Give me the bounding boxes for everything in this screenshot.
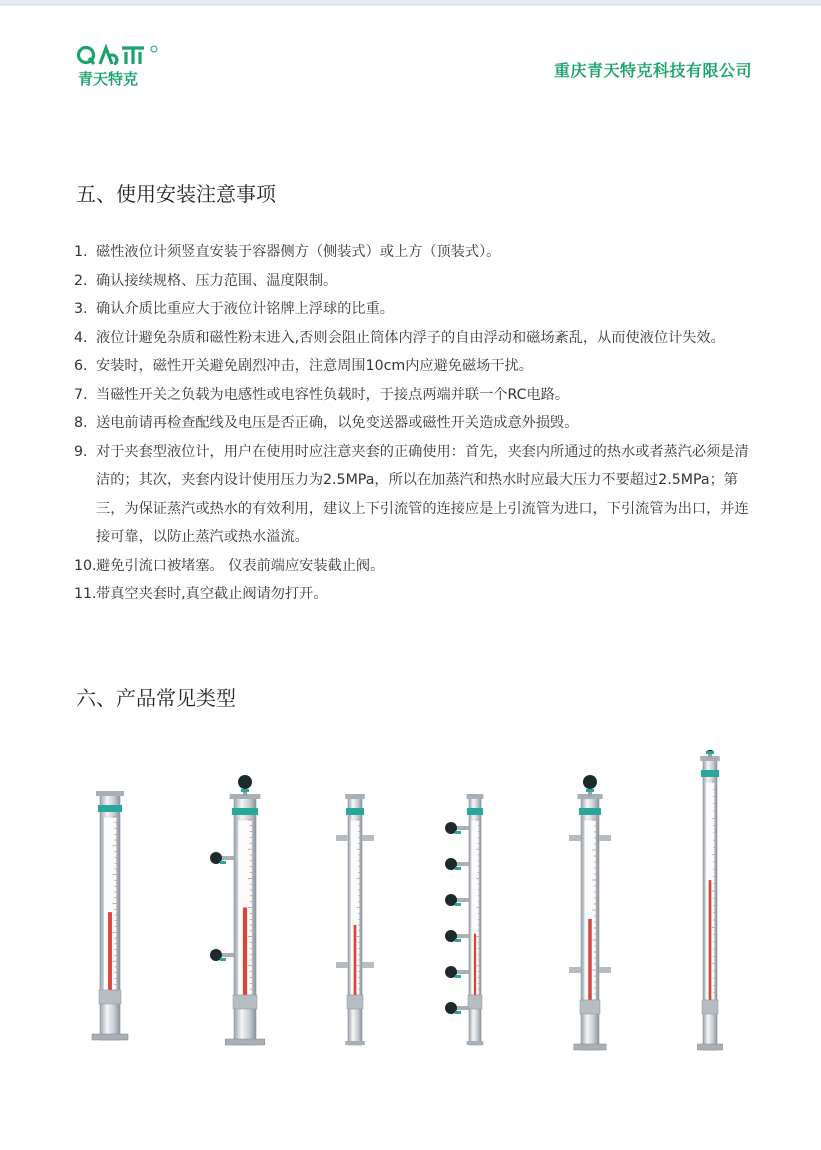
product-jacketed-valves <box>210 775 265 1045</box>
gauge-level-fill <box>243 908 247 996</box>
valve-ring <box>455 975 461 978</box>
valve-ring <box>455 903 461 906</box>
valve-ring <box>220 958 226 961</box>
list-item: 10. 避免引流口被堵塞。 仪表前端应安装截止阀。 <box>74 557 385 574</box>
list-item: 7. 当磁性开关之负载为电感性或电容性负载时，于接点两端并联一个RC电路。 <box>74 386 570 403</box>
top-flange <box>467 794 484 799</box>
list-item: 11. 带真空夹套时,真空截止阀请勿打开。 <box>74 586 328 602</box>
gauge-teal-band <box>232 808 258 815</box>
section6-title: 六、产品常见类型 <box>76 686 236 710</box>
gauge-teal-band <box>98 805 122 812</box>
gauge-level-fill <box>588 919 591 1000</box>
product-side-mounted-slim <box>336 794 374 1045</box>
bottom-flange <box>467 1041 484 1045</box>
install-notes-list <box>74 238 754 609</box>
logo-mark-icon <box>76 44 160 66</box>
side-flange <box>599 967 611 973</box>
bottom-flange <box>345 1041 365 1045</box>
gauge-base <box>99 990 121 1004</box>
valve-ring <box>455 939 461 942</box>
list-item: 2. 确认接续规格、压力范围、温度限制。 <box>74 272 338 289</box>
bottom-flange <box>574 1044 606 1050</box>
top-strip <box>0 0 821 6</box>
side-flange <box>362 835 374 841</box>
list-item: 4. 液位计避免杂质和磁性粉末进入,否则会阻止筒体内浮子的自由浮动和磁场紊乱，从而使液位计失效。 <box>74 329 725 346</box>
bottom-flange <box>225 1039 265 1045</box>
knob-ring <box>706 751 714 754</box>
gauge-level-fill <box>474 934 476 995</box>
side-flange <box>569 967 581 973</box>
side-flange <box>336 835 348 841</box>
list-item: 9. 对于夹套型液位计，用户在使用时应注意夹套的正确使用：首先，夹套内所通过的热水或者蒸汽必须是清洁的；其次，夹套内设计使用压力为2.5MPa，所以在加蒸汽和热水时应最大压力不要超过2.5MPa；第三，为保证蒸汽或热水的有效利用，建议上下引流管的连接应是上引流管为进口，下引流管为出口，并连接可靠，以防止蒸汽或热水溢流。 <box>74 443 749 545</box>
side-flange <box>569 835 581 841</box>
product-images <box>70 750 750 1060</box>
gauge-level-fill <box>709 880 712 1000</box>
top-flange <box>345 794 365 799</box>
gauge-level-fill <box>354 925 357 995</box>
product-multi-valve <box>445 794 483 1045</box>
gauge-base <box>233 995 257 1009</box>
side-flange <box>599 835 611 841</box>
valve-ring <box>455 867 461 870</box>
valve-ring <box>455 831 461 834</box>
product-side-mounted <box>92 791 128 1040</box>
gauge-base <box>468 995 482 1009</box>
company-logo <box>76 44 168 92</box>
gauge-teal-band <box>701 770 719 777</box>
product-top-transmitter <box>569 775 611 1050</box>
knob-ring <box>586 789 594 792</box>
list-item: 8. 送电前请再检查配线及电压是否正确，以免变送器或磁性开关造成意外损毁。 <box>74 415 579 431</box>
top-knob-icon <box>703 750 717 751</box>
top-flange <box>96 791 124 796</box>
top-knob-icon <box>583 775 597 789</box>
list-item: 1. 磁性液位计须竖直安装于容器侧方（侧装式）或上方（顶装式）。 <box>74 244 501 260</box>
logo-text: 青天特克 <box>78 70 139 88</box>
section5-title: 五、使用安装注意事项 <box>76 182 276 206</box>
bottom-flange <box>697 1044 722 1050</box>
gauge-teal-band <box>346 808 364 815</box>
bottom-flange <box>92 1034 128 1040</box>
side-flange <box>336 962 348 968</box>
gauge-base <box>702 1000 718 1014</box>
company-name: 重庆青天特克科技有限公司 <box>553 61 752 80</box>
gauge-level-fill <box>108 912 112 990</box>
list-item: 3. 确认介质比重应大于液位计铭牌上浮球的比重。 <box>74 301 394 317</box>
gauge-teal-band <box>467 808 483 815</box>
top-knob-icon <box>238 775 252 789</box>
gauge-teal-band <box>579 808 601 815</box>
product-top-mounted-long <box>697 750 722 1050</box>
gauge-base <box>580 1000 600 1014</box>
valve-ring <box>455 1011 461 1014</box>
gauge-base <box>347 995 363 1009</box>
knob-ring <box>241 789 249 792</box>
product-gallery <box>70 750 750 1060</box>
valve-ring <box>220 861 226 864</box>
list-item: 6. 安装时，磁性开关避免剧烈冲击，注意周围10cm内应避免磁场干扰。 <box>74 358 533 374</box>
side-flange <box>362 962 374 968</box>
